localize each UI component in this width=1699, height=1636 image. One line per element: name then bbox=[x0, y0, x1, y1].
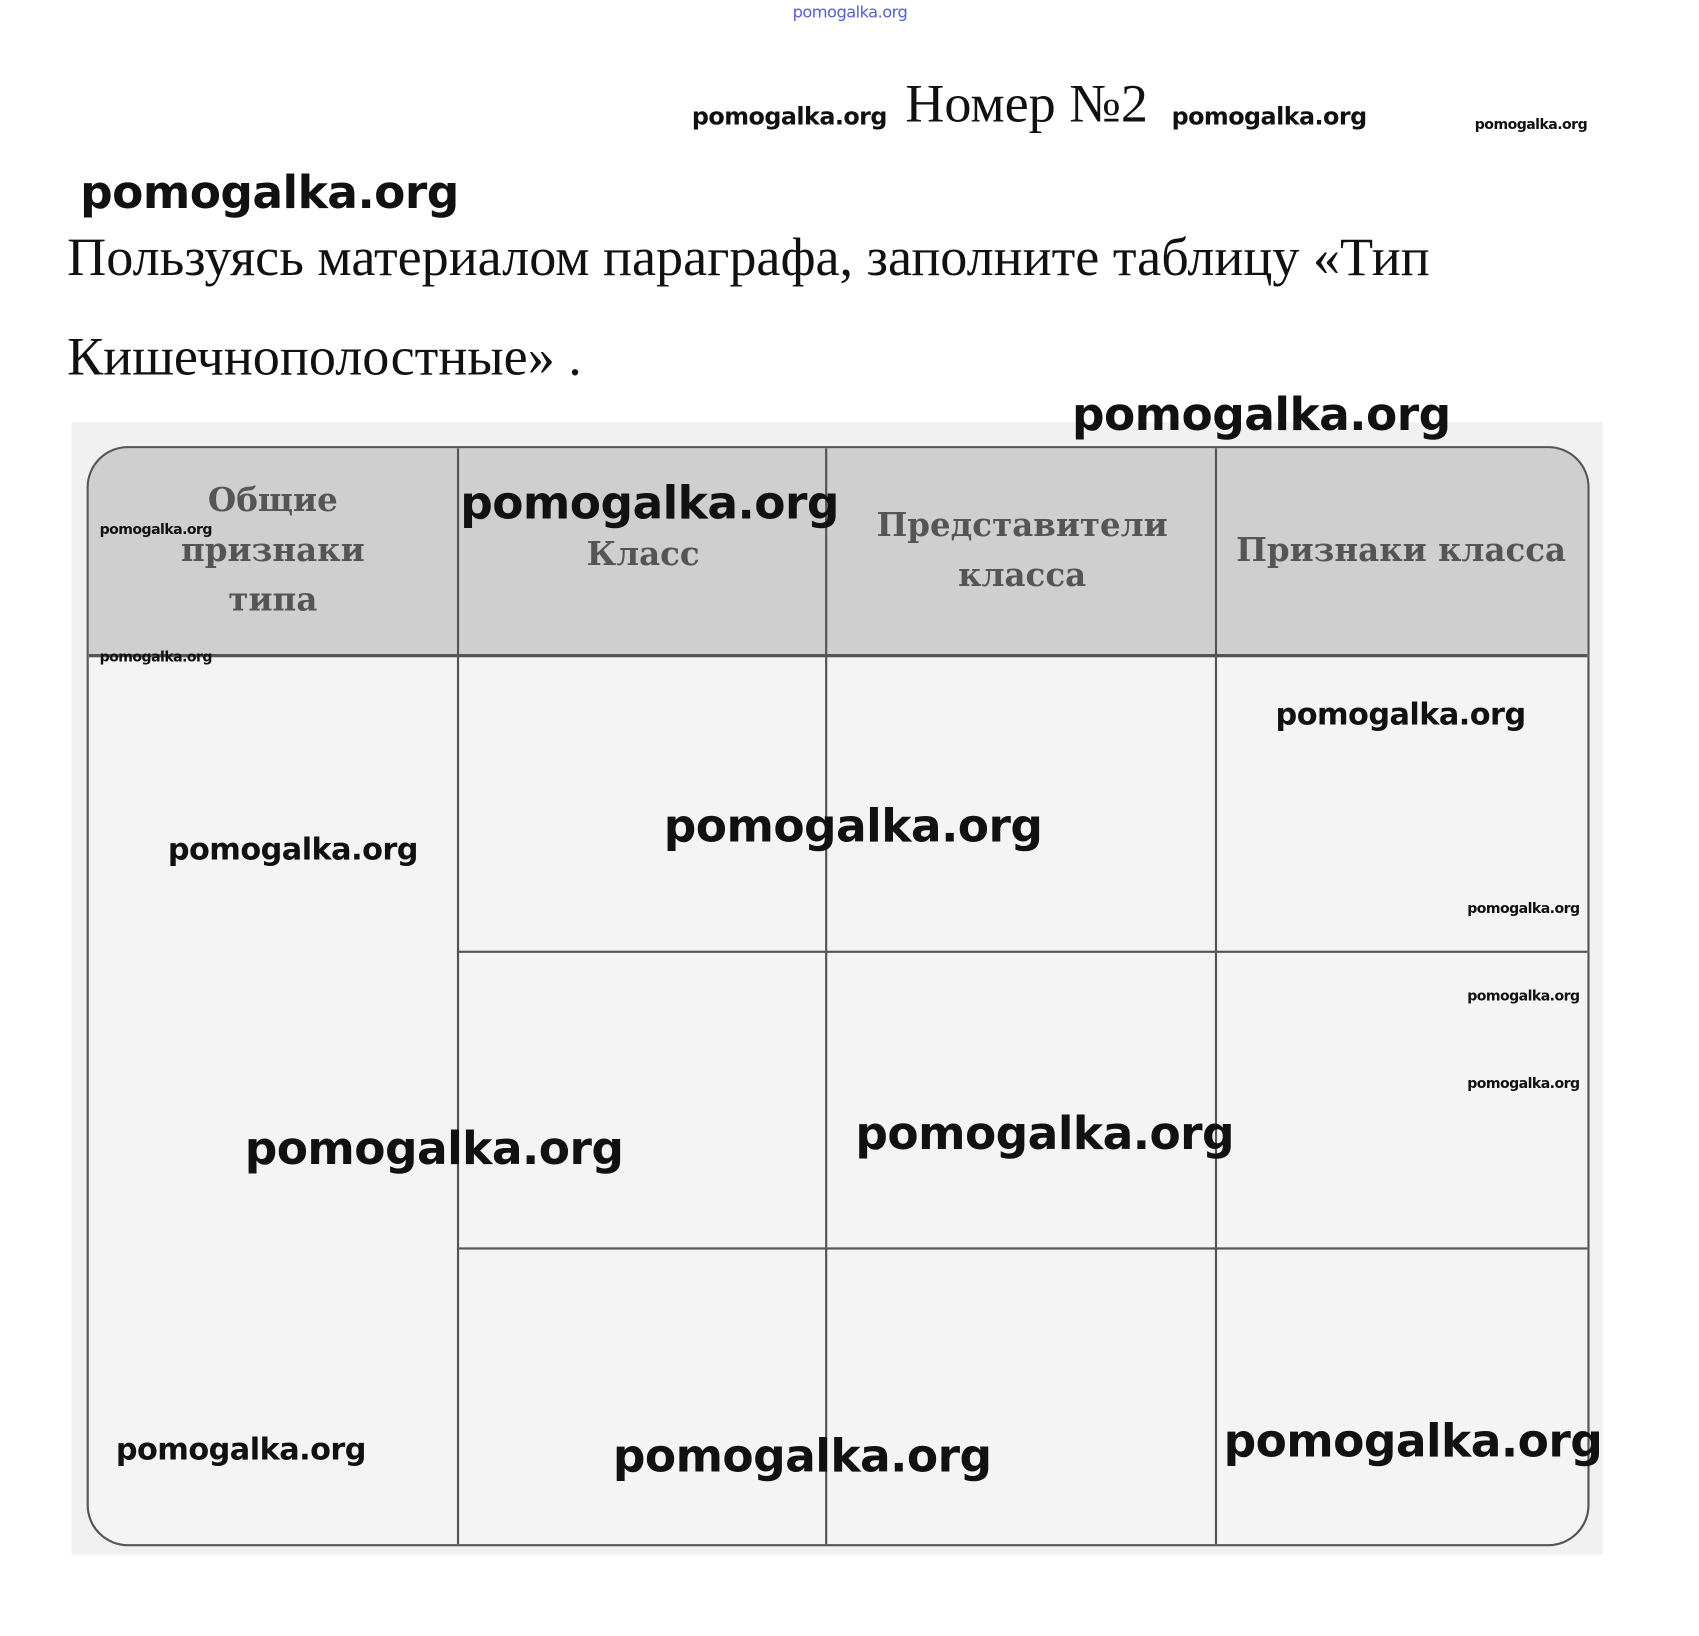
header-general-features: Общие признаки типа bbox=[181, 481, 365, 620]
watermark: pomogalka.org bbox=[1474, 116, 1588, 134]
row-divider bbox=[457, 1247, 1587, 1249]
watermark: pomogalka.org bbox=[167, 831, 418, 868]
page-title: Номер №2 bbox=[905, 72, 1148, 134]
watermark: pomogalka.org bbox=[1171, 103, 1367, 132]
watermark: pomogalka.org bbox=[115, 1431, 366, 1468]
watermark: pomogalka.org bbox=[691, 103, 887, 132]
watermark: pomogalka.org bbox=[99, 649, 212, 666]
watermark: pomogalka.org bbox=[663, 799, 1043, 853]
classification-table bbox=[87, 446, 1590, 1546]
task-text-line2: Кишечнополостные» . bbox=[67, 325, 582, 387]
row-divider bbox=[457, 951, 1587, 953]
watermark: pomogalka.org bbox=[1223, 1414, 1603, 1468]
watermark: pomogalka.org bbox=[1467, 988, 1580, 1005]
watermark: pomogalka.org bbox=[99, 521, 212, 539]
watermark: pomogalka.org bbox=[460, 476, 839, 530]
header-class-features: Признаки класса bbox=[1236, 531, 1567, 570]
watermark: pomogalka.org bbox=[244, 1121, 624, 1175]
watermark: pomogalka.org bbox=[1071, 387, 1451, 441]
task-text-line1: Пользуясь материалом параграфа, заполните таблицу «Тип bbox=[67, 226, 1430, 287]
header-representatives: Представители класса bbox=[876, 506, 1168, 595]
header-class: Класс bbox=[586, 535, 700, 574]
watermark-top: pomogalka.org bbox=[792, 2, 908, 22]
watermark: pomogalka.org bbox=[612, 1429, 992, 1483]
watermark: pomogalka.org bbox=[855, 1106, 1235, 1160]
watermark: pomogalka.org bbox=[1275, 696, 1526, 732]
watermark: pomogalka.org bbox=[1467, 900, 1580, 918]
watermark: pomogalka.org bbox=[1467, 1076, 1580, 1093]
watermark: pomogalka.org bbox=[80, 165, 459, 219]
